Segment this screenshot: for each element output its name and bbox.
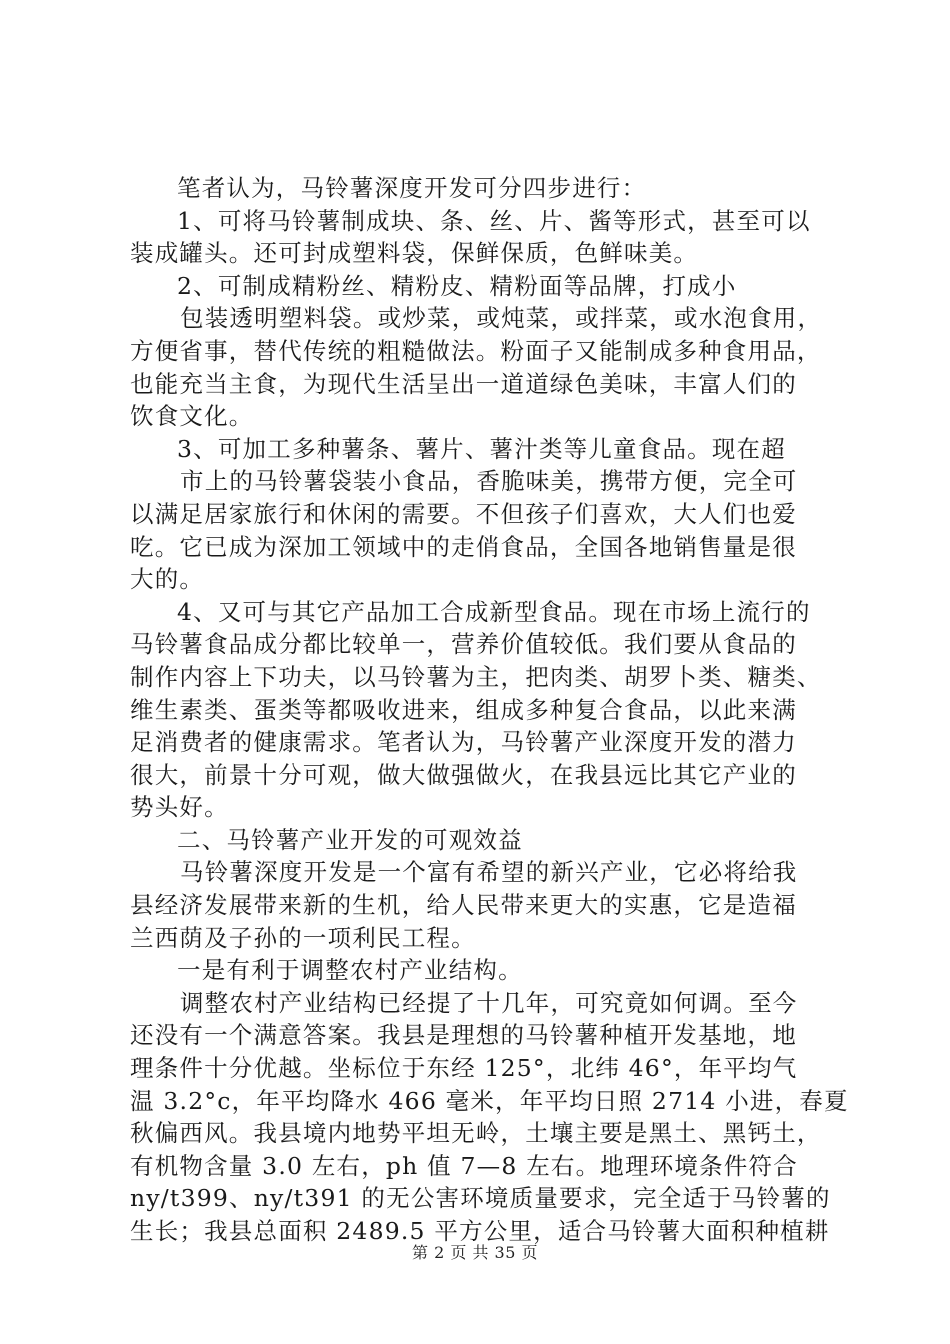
text-line: 调整农村产业结构已经提了十几年，可究竟如何调。至今 (180, 988, 798, 1017)
text-line: 足消费者的健康需求。笔者认为，马铃薯产业深度开发的潜力 (130, 728, 797, 757)
text-line: 秋偏西风。我县境内地势平坦无岭，土壤主要是黑土、黑钙土， (130, 1119, 822, 1148)
text-line: 包装透明塑料袋。或炒菜，或炖菜，或拌菜，或水泡食用， (180, 304, 823, 333)
text-line: 吃。它已成为深加工领域中的走俏食品，全国各地销售量是很 (130, 532, 797, 561)
text-line: 制作内容上下功夫，以马铃薯为主，把肉类、胡罗卜类、糖类、 (130, 662, 822, 691)
text-line: 也能充当主食，为现代生活呈出一道道绿色美味，丰富人们的 (130, 369, 797, 398)
text-line: 有机物含量 3.0 左右，ph 值 7—8 左右。地理环境条件符合 (130, 1151, 798, 1180)
text-line: 1、可将马铃薯制成块、条、丝、片、酱等形式，甚至可以 (177, 206, 811, 235)
text-line: 生长；我县总面积 2489.5 平方公里，适合马铃薯大面积种植耕 (130, 1217, 830, 1245)
text-line: 兰西荫及子孙的一项利民工程。 (130, 923, 476, 952)
text-line: 温 3.2°c，年平均降水 466 毫米，年平均日照 2714 小进，春夏 (130, 1086, 849, 1115)
text-line: 大的。 (130, 565, 205, 594)
text-line: 笔者认为，马铃薯深度开发可分四步进行： (177, 174, 647, 202)
text-line: 2、可制成精粉丝、精粉皮、精粉面等品牌，打成小 (177, 271, 737, 300)
text-line: 理条件十分优越。坐标位于东经 125°，北纬 46°，年平均气 (130, 1054, 798, 1083)
text-line: 还没有一个满意答案。我县是理想的马铃薯种植开发基地，地 (130, 1021, 797, 1050)
document-body (130, 172, 849, 1248)
text-line: 方便省事，替代传统的粗糙做法。粉面子又能制成多种食用品， (130, 336, 822, 365)
text-line: 一是有利于调整农村产业结构。 (177, 956, 523, 985)
text-line: 市上的马铃薯袋装小食品，香脆味美，携带方便，完全可 (180, 467, 798, 496)
text-line: 装成罐头。还可封成塑料袋，保鲜保质，色鲜味美。 (130, 239, 699, 268)
text-line: 县经济发展带来新的生机，给人民带来更大的实惠，它是造福 (130, 891, 797, 920)
text-line: 以满足居家旅行和休闲的需要。不但孩子们喜欢，大人们也爱 (130, 499, 797, 528)
text-line: 马铃薯食品成分都比较单一，营养价值较低。我们要从食品的 (130, 630, 797, 659)
text-line: 维生素类、蛋类等都吸收进来，组成多种复合食品，以此来满 (130, 695, 797, 724)
text-line: 马铃薯深度开发是一个富有希望的新兴产业，它必将给我 (180, 858, 798, 887)
text-line: 3、可加工多种薯条、薯片、薯汁类等儿童食品。现在超 (177, 434, 786, 463)
text-line: ny/t399、ny/t391 的无公害环境质量要求，完全适于马铃薯的 (130, 1184, 831, 1213)
text-line: 饮食文化。 (130, 402, 254, 431)
text-line: 二、马铃薯产业开发的可观效益 (177, 825, 523, 854)
text-line: 势头好。 (130, 793, 229, 822)
text-line: 4、又可与其它产品加工合成新型食品。现在市场上流行的 (177, 597, 811, 626)
page-footer: 第 2 页 共 35 页 (412, 1243, 538, 1262)
text-line: 很大，前景十分可观，做大做强做火，在我县远比其它产业的 (130, 760, 797, 789)
